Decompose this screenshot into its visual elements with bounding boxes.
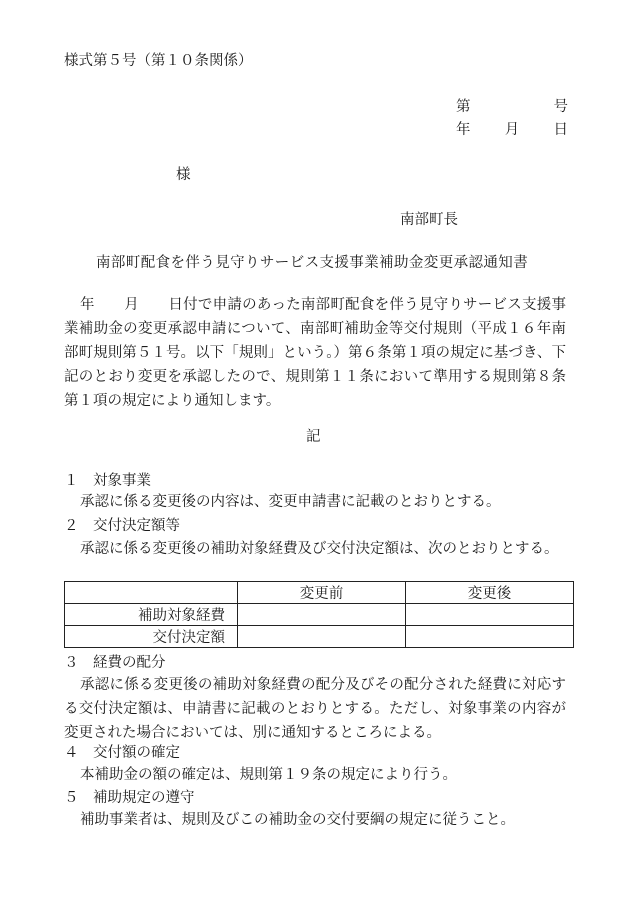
cell-expenses-before (238, 604, 406, 626)
addressee: 様 (176, 167, 191, 183)
section-heading-2: ２ 交付決定額等 (64, 518, 180, 534)
cell-grant-before (238, 626, 406, 648)
section-heading-5: ５ 補助規定の遵守 (64, 790, 195, 806)
section-text-2: 承認に係る変更後の補助対象経費及び交付決定額は、次のとおりとする。 (80, 541, 559, 557)
document-number-line (456, 95, 568, 116)
ki-heading: 記 (306, 429, 321, 445)
date-line (456, 118, 568, 139)
section-text-4: 本補助金の額の確定は、規則第１９条の規定により行う。 (80, 767, 457, 783)
amount-table (64, 581, 574, 648)
section-text-1: 承認に係る変更後の内容は、変更申請書に記載のとおりとする。 (80, 494, 501, 510)
number-suffix: 号 (553, 99, 568, 115)
table-header-before: 変更前 (238, 582, 406, 604)
table-row (65, 626, 574, 648)
table-header-after: 変更後 (406, 582, 574, 604)
row-label-expenses: 補助対象経費 (65, 604, 238, 626)
section-heading-3: ３ 経費の配分 (64, 655, 166, 671)
table-header-blank (65, 582, 238, 604)
body-paragraph: 年 月 日付で申請のあった南部町配食を伴う見守りサービス支援事業補助金の変更承認申請について、南部町補助金等交付規則（平成１６年南部町規則第５１号。以下「規則」という。）第６条第１項の規定に基づき、下記のとおり変更を承認したので、規則第１１条において準用する規則第８条第１項の規定により通知します。 (64, 297, 566, 409)
cell-grant-after (406, 626, 574, 648)
number-prefix: 第 (456, 99, 471, 115)
document-title: 南部町配食を伴う見守りサービス支援事業補助金変更承認通知書 (96, 255, 529, 271)
row-label-grant-amount: 交付決定額 (65, 626, 238, 648)
issuer: 南部町長 (400, 212, 458, 228)
form-label: 様式第５号（第１０条関係） (64, 53, 253, 69)
section-heading-4: ４ 交付額の確定 (64, 745, 180, 761)
section-text-5: 補助事業者は、規則及びこの補助金の交付要綱の規定に従うこと。 (80, 812, 515, 828)
cell-expenses-after (406, 604, 574, 626)
section-heading-1: １ 対象事業 (64, 473, 151, 489)
date-month: 月 (504, 122, 520, 138)
section-text-3: 承認に係る変更後の補助対象経費の配分及びその配分された経費に対応する交付決定額は、申請書に記載のとおりとする。ただし、対象事業の内容が変更された場合においては、別に通知するところによる。 (64, 677, 566, 741)
table-row (65, 604, 574, 626)
date-year: 年 (456, 122, 471, 138)
date-day: 日 (553, 122, 568, 138)
table-header-row (65, 582, 574, 604)
